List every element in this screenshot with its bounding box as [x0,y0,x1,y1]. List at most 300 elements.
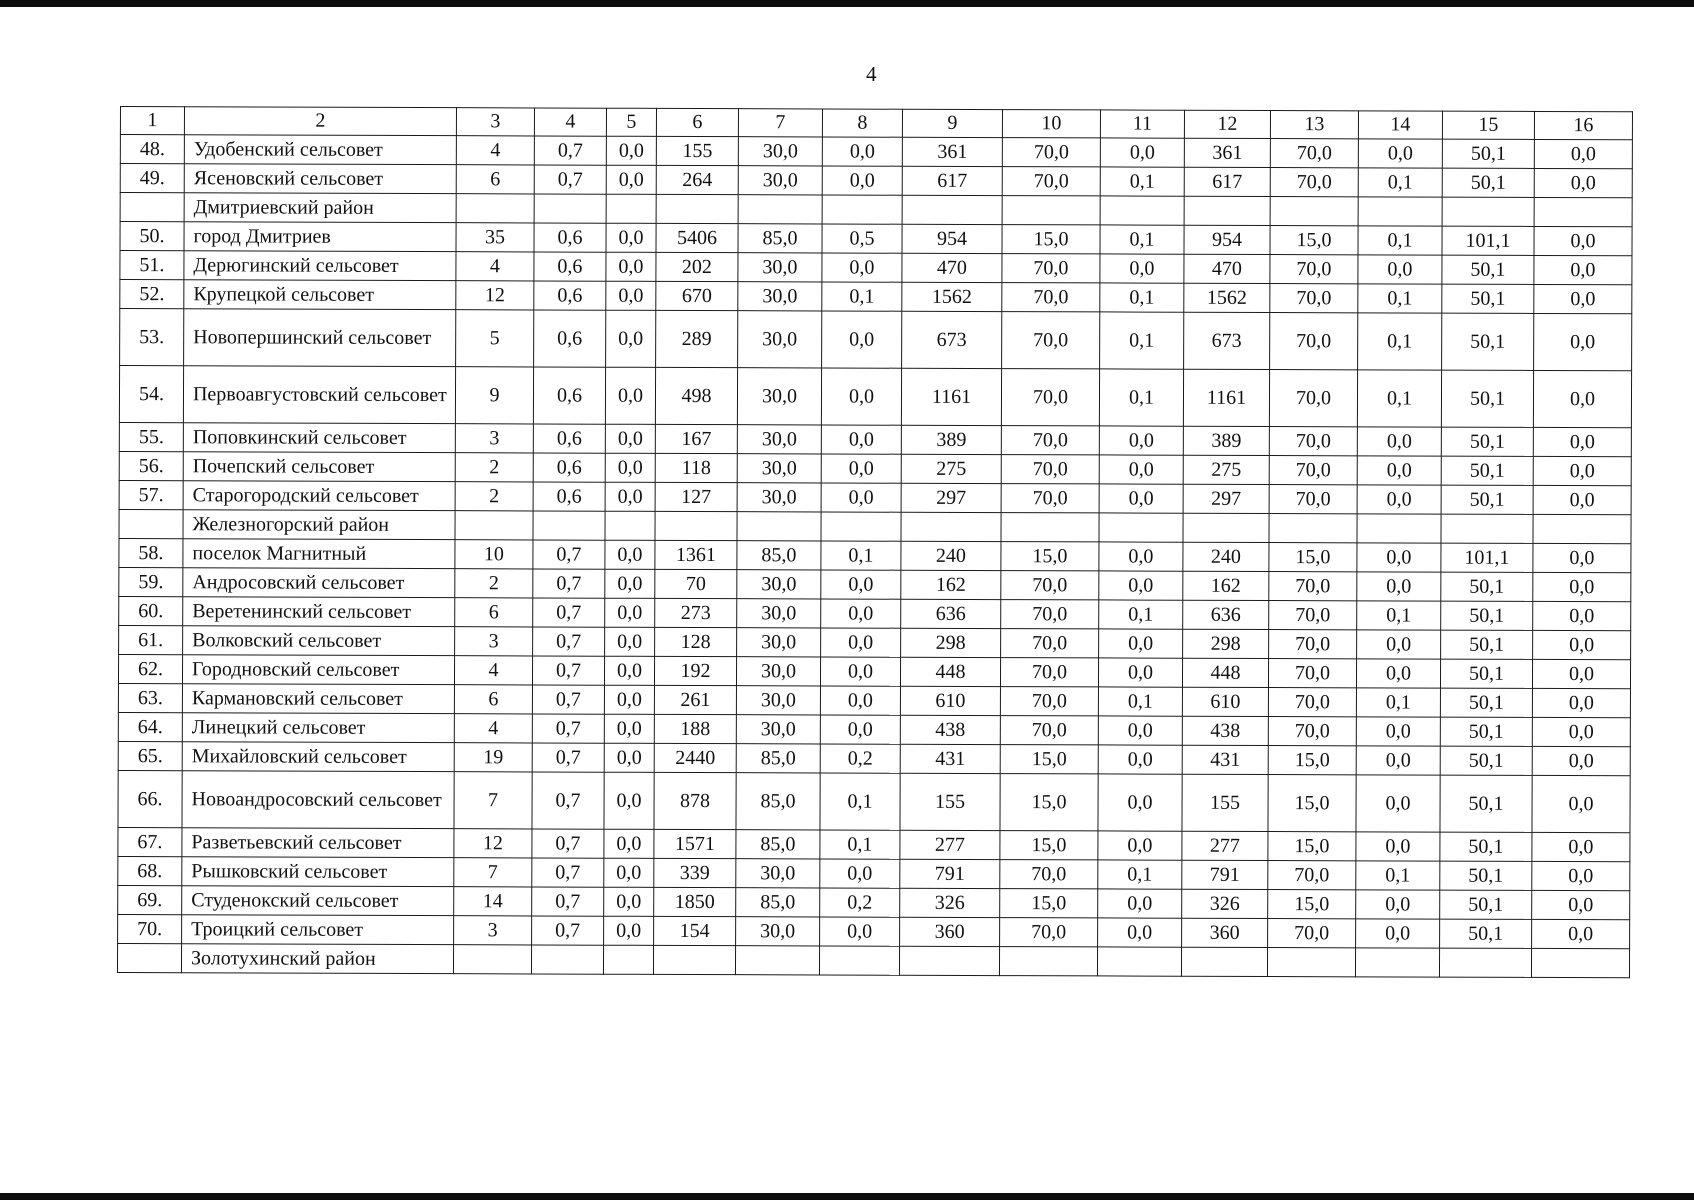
value-cell: 30,0 [738,282,822,311]
value-cell: 127 [655,482,737,511]
value-cell: 0,0 [606,136,656,165]
value-cell: 389 [1183,426,1269,455]
row-number-cell [117,943,181,972]
row-number-cell: 53. [120,309,184,366]
value-cell: 0,0 [820,715,900,744]
value-cell: 5406 [656,223,738,252]
value-cell: 12 [454,829,532,858]
value-cell: 0,0 [604,829,654,858]
value-cell: 30,0 [737,628,821,657]
name-cell: Студенокский сельсовет [182,886,454,916]
row-number-cell: 52. [120,280,184,309]
value-cell: 0,0 [1533,485,1631,514]
value-cell: 0,0 [605,453,655,482]
value-cell: 0,0 [1099,455,1183,484]
row-number-cell: 56. [119,451,183,480]
value-cell: 5 [456,310,534,367]
value-cell: 0,0 [1099,629,1183,658]
value-cell: 30,0 [737,483,821,512]
row-number-cell: 60. [119,596,183,625]
value-cell: 0,0 [1533,456,1631,485]
value-cell: 498 [655,367,737,424]
value-cell: 0,7 [533,627,605,656]
value-cell: 15,0 [1268,890,1356,919]
value-cell: 35 [456,223,534,252]
value-cell [738,195,822,224]
value-cell: 10 [455,540,533,569]
value-cell: 636 [901,599,1001,628]
value-cell: 70,0 [1269,456,1357,485]
value-cell: 470 [1184,254,1270,283]
name-cell: Рышковский сельсовет [182,857,454,887]
value-cell [1439,948,1531,977]
value-cell: 50,1 [1440,890,1532,919]
value-cell [1269,514,1357,543]
column-number: 15 [1442,111,1534,139]
value-cell: 30,0 [737,454,821,483]
value-cell [455,511,533,540]
value-cell: 0,7 [532,829,604,858]
value-cell: 70,0 [1270,313,1358,370]
value-cell: 360 [1182,918,1268,947]
value-cell: 70,0 [1002,312,1100,369]
table-row [120,135,1632,169]
value-cell: 70,0 [1268,688,1356,717]
value-cell: 0,6 [533,367,605,424]
value-cell: 50,1 [1442,313,1534,370]
value-cell: 0,0 [604,887,654,916]
table-row [120,309,1632,371]
name-cell: Волковский сельсовет [183,626,455,656]
value-cell: 50,1 [1440,659,1532,688]
column-number: 16 [1534,111,1632,139]
value-cell: 30,0 [737,368,821,425]
value-cell: 0,0 [1357,456,1441,485]
value-cell: 0,1 [1357,601,1441,630]
value-cell: 70,0 [1269,601,1357,630]
data-table [117,106,1633,978]
value-cell: 85,0 [738,224,822,253]
value-cell: 50,1 [1440,717,1532,746]
value-cell: 610 [1182,687,1268,716]
value-cell [1099,513,1183,542]
value-cell: 0,7 [532,916,604,945]
value-cell: 0,0 [1533,370,1631,427]
value-cell: 0,7 [533,540,605,569]
value-cell: 0,1 [1358,284,1442,313]
value-cell: 0,1 [1099,369,1183,426]
value-cell: 0,1 [822,282,902,311]
page-number: 4 [866,62,877,86]
column-number: 6 [656,108,738,136]
name-cell: Первоавгустовский сельсовет [183,366,455,424]
value-cell: 0,0 [605,627,655,656]
column-number: 9 [902,109,1002,137]
value-cell: 0,0 [822,166,902,195]
name-cell: Троицкий сельсовет [182,915,454,945]
value-cell [531,945,603,974]
value-cell: 15,0 [1268,746,1356,775]
district-header-row [120,193,1632,227]
value-cell: 70,0 [1270,255,1358,284]
value-cell [653,945,735,974]
column-number: 3 [456,108,534,136]
value-cell: 0,1 [821,541,901,570]
value-cell: 70,0 [1269,485,1357,514]
value-cell: 0,0 [1356,659,1440,688]
value-cell: 0,7 [532,772,604,829]
value-cell: 15,0 [1268,775,1356,832]
value-cell: 0,0 [1099,542,1183,571]
value-cell: 610 [900,686,1000,715]
table-row [119,625,1631,659]
value-cell: 50,1 [1440,688,1532,717]
value-cell: 0,0 [1532,861,1630,890]
value-cell: 15,0 [1269,543,1357,572]
value-cell: 0,1 [1100,283,1184,312]
value-cell: 0,0 [605,482,655,511]
row-number-cell: 51. [120,251,184,280]
row-number-cell: 65. [118,741,182,770]
value-cell: 70,0 [1001,600,1099,629]
name-cell: Почепский сельсовет [183,452,455,482]
value-cell: 15,0 [1268,832,1356,861]
value-cell: 297 [1183,484,1269,513]
value-cell: 0,0 [1357,572,1441,601]
value-cell: 636 [1183,600,1269,629]
table-row [120,280,1632,314]
value-cell: 326 [900,888,1000,917]
row-number-cell [119,509,183,538]
row-number-cell: 68. [118,856,182,885]
table-row [118,712,1630,746]
value-cell: 431 [900,744,1000,773]
value-cell [1355,948,1439,977]
value-cell: 0,0 [1098,745,1182,774]
name-cell: Кармановский сельсовет [182,684,454,714]
value-cell: 954 [902,224,1002,253]
value-cell: 0,0 [820,917,900,946]
value-cell: 1161 [1183,369,1269,426]
value-cell [534,194,606,223]
value-cell: 0,1 [1099,600,1183,629]
name-cell: Михайловский сельсовет [182,742,454,772]
value-cell: 297 [901,483,1001,512]
value-cell [655,511,737,540]
value-cell: 70,0 [1001,629,1099,658]
value-cell: 0,0 [820,859,900,888]
value-cell: 0,0 [1098,831,1182,860]
value-cell [656,194,738,223]
value-cell [453,945,531,974]
value-cell: 15,0 [1000,831,1098,860]
value-cell: 85,0 [736,830,820,859]
value-cell: 0,0 [604,714,654,743]
value-cell: 155 [1182,774,1268,831]
value-cell: 0,0 [1533,543,1631,572]
value-cell: 0,7 [532,714,604,743]
value-cell: 70,0 [1270,139,1358,168]
value-cell [1442,197,1534,226]
value-cell: 361 [1184,138,1270,167]
value-cell: 70,0 [1269,427,1357,456]
value-cell: 50,1 [1441,601,1533,630]
value-cell: 0,0 [1100,138,1184,167]
value-cell: 0,0 [1356,775,1440,832]
value-cell: 264 [656,165,738,194]
value-cell: 70,0 [1270,284,1358,313]
value-cell [819,946,899,975]
value-cell: 277 [900,830,1000,859]
name-cell: Крупецкой сельсовет [184,280,456,310]
value-cell: 0,7 [533,569,605,598]
row-number-cell: 62. [118,654,182,683]
value-cell: 6 [455,598,533,627]
value-cell: 791 [900,859,1000,888]
value-cell: 70,0 [1000,716,1098,745]
value-cell: 50,1 [1440,919,1532,948]
value-cell: 30,0 [738,311,822,368]
value-cell: 50,1 [1442,168,1534,197]
scan-edge-top [0,0,1694,7]
value-cell: 2 [455,482,533,511]
value-cell: 0,0 [1534,168,1632,197]
value-cell: 19 [454,743,532,772]
value-cell: 50,1 [1442,139,1534,168]
value-cell: 275 [901,454,1001,483]
name-cell: Старогородский сельсовет [183,481,455,511]
name-cell: Разветьевский сельсовет [182,828,454,858]
value-cell: 0,0 [1358,139,1442,168]
row-number-cell: 57. [119,480,183,509]
table-row [118,770,1630,832]
value-cell: 0,0 [822,253,902,282]
value-cell: 0,0 [821,425,901,454]
value-cell: 70,0 [1000,658,1098,687]
table-row [119,567,1631,601]
name-cell: Новопершинский сельсовет [184,309,456,367]
table-row [118,856,1630,890]
value-cell: 70,0 [1269,572,1357,601]
value-cell: 70,0 [1002,138,1100,167]
name-cell: Удобенский сельсовет [184,135,456,165]
table-row [118,914,1630,948]
value-cell: 0,7 [533,598,605,627]
value-cell [1181,947,1267,976]
value-cell: 673 [1184,312,1270,369]
value-cell: 277 [1182,831,1268,860]
value-cell: 30,0 [737,425,821,454]
value-cell: 0,6 [534,281,606,310]
value-cell: 2440 [654,743,736,772]
value-cell: 791 [1182,860,1268,889]
value-cell [901,512,1001,541]
value-cell: 101,1 [1441,543,1533,572]
value-cell: 50,1 [1440,746,1532,775]
value-cell: 30,0 [738,166,822,195]
value-cell: 0,0 [820,657,900,686]
value-cell: 298 [1183,629,1269,658]
row-number-cell: 55. [119,422,183,451]
district-header-row [119,509,1631,543]
value-cell: 389 [901,425,1001,454]
value-cell: 4 [456,252,534,281]
value-cell: 0,0 [1098,716,1182,745]
name-cell: Ясеновский сельсовет [184,164,456,194]
value-cell [606,194,656,223]
value-cell: 0,0 [821,483,901,512]
value-cell: 0,0 [606,310,656,367]
value-cell: 0,7 [532,656,604,685]
value-cell: 0,1 [1357,370,1441,427]
value-cell: 0,0 [1532,717,1630,746]
value-cell: 85,0 [737,541,821,570]
row-number-cell: 61. [119,625,183,654]
value-cell: 0,6 [533,424,605,453]
value-cell: 0,0 [1356,746,1440,775]
value-cell: 0,1 [1358,313,1442,370]
table-row [118,654,1630,688]
value-cell: 50,1 [1441,427,1533,456]
name-cell: Дмитриевский район [184,193,456,223]
value-cell: 0,0 [1098,918,1182,947]
name-cell: Веретенинский сельсовет [183,597,455,627]
row-number-cell: 63. [118,683,182,712]
value-cell: 70,0 [1269,370,1357,427]
table-row [119,451,1631,485]
column-number: 12 [1184,110,1270,138]
value-cell: 1361 [655,540,737,569]
column-number: 1 [120,107,184,135]
value-cell: 70,0 [1002,283,1100,312]
column-number: 10 [1002,110,1100,138]
value-cell: 7 [454,772,532,829]
value-cell: 339 [654,858,736,887]
value-cell: 4 [456,136,534,165]
value-cell: 0,0 [1356,890,1440,919]
value-cell: 0,0 [606,281,656,310]
value-cell: 50,1 [1441,370,1533,427]
value-cell: 15,0 [1000,774,1098,831]
value-cell: 50,1 [1441,630,1533,659]
table-row [119,480,1631,514]
value-cell: 438 [1182,716,1268,745]
value-cell: 15,0 [1002,225,1100,254]
value-cell [1270,197,1358,226]
value-cell: 70,0 [1269,630,1357,659]
value-cell: 0,1 [820,830,900,859]
value-cell: 0,0 [604,743,654,772]
value-cell: 30,0 [736,686,820,715]
name-cell: Железногорский район [183,510,455,540]
value-cell [1358,197,1442,226]
value-cell: 0,0 [1099,571,1183,600]
table-row [119,366,1631,428]
value-cell: 360 [900,917,1000,946]
value-cell: 0,7 [532,743,604,772]
column-number: 11 [1100,110,1184,138]
value-cell: 0,0 [1356,832,1440,861]
value-cell: 0,6 [534,223,606,252]
value-cell: 0,0 [1357,630,1441,659]
name-cell: Андросовский сельсовет [183,568,455,598]
value-cell: 0,0 [821,628,901,657]
value-cell: 0,6 [533,482,605,511]
name-cell: Поповкинский сельсовет [183,423,455,453]
value-cell: 673 [902,311,1002,368]
value-cell: 9 [455,367,533,424]
row-number-cell [120,193,184,222]
name-cell: поселок Магнитный [183,539,455,569]
value-cell: 70,0 [1002,167,1100,196]
value-cell: 0,7 [532,858,604,887]
value-cell: 30,0 [738,137,822,166]
value-cell [1183,513,1269,542]
value-cell: 70,0 [1000,687,1098,716]
value-cell [821,512,901,541]
value-cell: 275 [1183,455,1269,484]
value-cell: 0,0 [1098,889,1182,918]
value-cell: 0,1 [1358,226,1442,255]
name-cell: Дерюгинский сельсовет [184,251,456,281]
row-number-cell: 67. [118,827,182,856]
value-cell: 0,7 [532,887,604,916]
value-cell: 3 [455,627,533,656]
value-cell: 0,0 [1533,572,1631,601]
value-cell: 0,0 [606,252,656,281]
row-number-cell: 48. [120,135,184,164]
name-cell: город Дмитриев [184,222,456,252]
column-number: 2 [184,107,456,136]
value-cell: 0,0 [606,165,656,194]
value-cell: 70,0 [1001,571,1099,600]
value-cell [1531,948,1629,977]
value-cell: 0,1 [1098,860,1182,889]
value-cell: 273 [655,598,737,627]
value-cell: 0,6 [534,252,606,281]
value-cell: 30,0 [737,599,821,628]
value-cell: 15,0 [1001,542,1099,571]
table-row [119,596,1631,630]
value-cell: 2 [455,453,533,482]
column-number: 5 [606,108,656,136]
value-cell: 0,0 [1356,717,1440,746]
value-cell: 1571 [654,829,736,858]
value-cell: 0,0 [1533,427,1631,456]
table-row [120,164,1632,198]
value-cell: 15,0 [1270,226,1358,255]
value-cell: 70,0 [1001,426,1099,455]
value-cell: 188 [654,714,736,743]
value-cell: 0,1 [1098,687,1182,716]
value-cell: 470 [902,253,1002,282]
value-cell [605,511,655,540]
value-cell: 4 [454,656,532,685]
value-cell: 0,0 [822,137,902,166]
table-row [118,827,1630,861]
value-cell: 50,1 [1442,255,1534,284]
value-cell: 0,0 [604,656,654,685]
table-row [119,538,1631,572]
value-cell: 0,0 [605,540,655,569]
value-cell: 0,0 [1532,832,1630,861]
value-cell: 0,0 [606,223,656,252]
column-number: 13 [1270,111,1358,139]
row-number-cell: 54. [119,366,183,423]
value-cell: 0,0 [604,685,654,714]
value-cell [822,195,902,224]
value-cell [902,195,1002,224]
